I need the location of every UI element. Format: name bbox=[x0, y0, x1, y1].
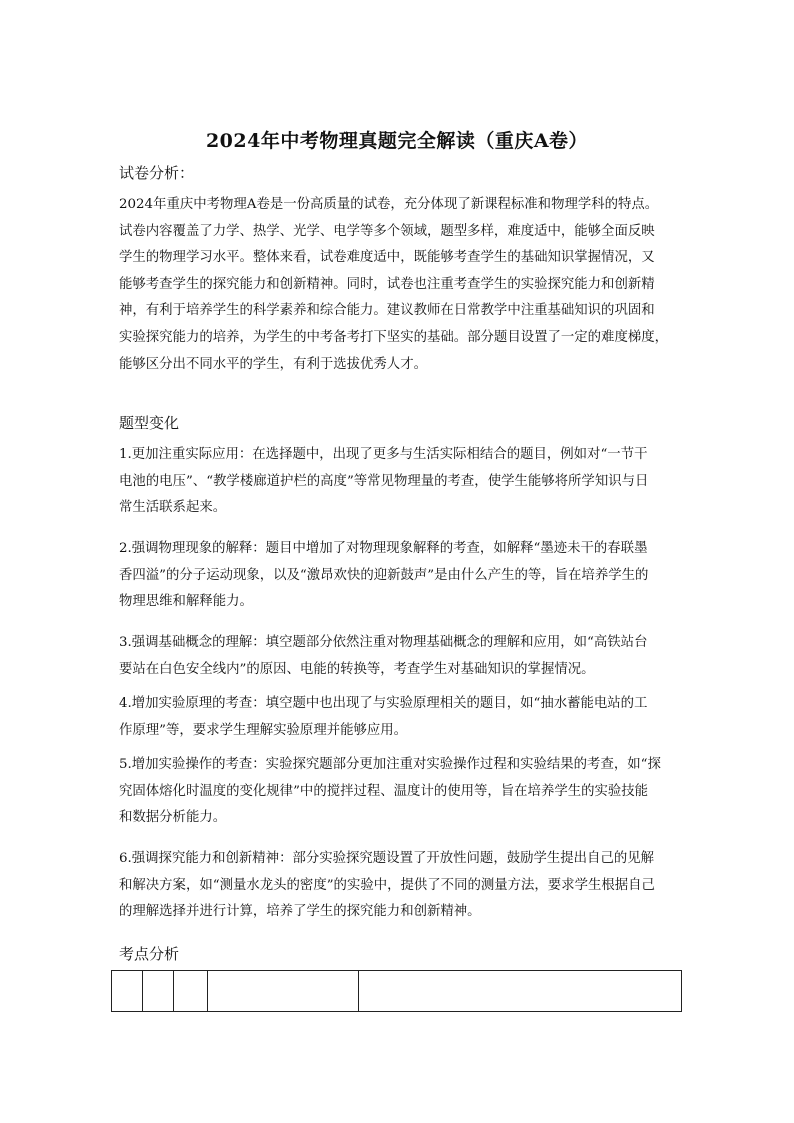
change-item-5 bbox=[119, 752, 685, 832]
table-cell bbox=[208, 971, 359, 1012]
paragraph-line: 6.强调探究能力和创新精神：部分实验探究题设置了开放性问题，鼓励学生提出自己的见解 bbox=[119, 851, 655, 866]
exam-points-table bbox=[111, 970, 682, 1012]
section-heading-question-types: 题型变化 bbox=[119, 414, 180, 432]
section-heading-analysis: 试卷分析： bbox=[119, 164, 195, 182]
table-cell bbox=[143, 971, 174, 1012]
analysis-paragraph bbox=[119, 192, 685, 378]
change-item-6 bbox=[119, 846, 685, 926]
table-cell bbox=[174, 971, 208, 1012]
section-heading-exam-points: 考点分析 bbox=[119, 945, 180, 963]
document-title: 2024年中考物理真题完全解读（重庆A卷） bbox=[205, 130, 589, 152]
paragraph-line: 常生活联系起来。 bbox=[119, 500, 227, 516]
paragraph-line: 的理解选择并进行计算，培养了学生的探究能力和创新精神。 bbox=[119, 904, 481, 920]
paragraph-line: 2024年重庆中考物理A卷是一份高质量的试卷，充分体现了新课程标准和物理学科的特点。 bbox=[119, 197, 659, 212]
paragraph-line: 能够考查学生的探究能力和创新精神。同时，试卷也注重考查学生的实验探究能力和创新精 bbox=[119, 276, 655, 292]
change-item-3 bbox=[119, 630, 685, 683]
paragraph-line: 2.强调物理现象的解释：题目中增加了对物理现象解释的考查，如解释“墨迹未干的春联墨 bbox=[119, 541, 648, 556]
paragraph-line: 3.强调基础概念的理解：填空题部分依然注重对物理基础概念的理解和应用，如“高铁站台 bbox=[119, 635, 648, 650]
table-row bbox=[112, 971, 682, 1012]
table-cell bbox=[112, 971, 143, 1012]
paragraph-line: 1.更加注重实际应用：在选择题中，出现了更多与生活实际相结合的题目，例如对“一节干 bbox=[119, 447, 648, 462]
change-item-1 bbox=[119, 442, 685, 522]
paragraph-line: 物理思维和解释能力。 bbox=[119, 594, 253, 610]
paragraph-line: 能够区分出不同水平的学生，有利于选拔优秀人才。 bbox=[119, 356, 427, 372]
paragraph-line: 香四溢”的分子运动现象，以及“激昂欢快的迎新鼓声”是由什么产生的等，旨在培养学生的 bbox=[119, 567, 649, 583]
paragraph-line: 5.增加实验操作的考查：实验探究题部分更加注重对实验操作过程和实验结果的考查，如“探 bbox=[119, 757, 661, 772]
paragraph-line: 学生的物理学习水平。整体来看，试卷难度适中，既能够考查学生的基础知识掌握情况，又 bbox=[119, 250, 655, 266]
paragraph-line: 要站在白色安全线内”的原因、电能的转换等，考查学生对基础知识的掌握情况。 bbox=[119, 661, 595, 677]
paragraph-line: 试卷内容覆盖了力学、热学、光学、电学等多个领域，题型多样，难度适中，能够全面反映 bbox=[119, 223, 655, 239]
paragraph-line: 和数据分析能力。 bbox=[119, 810, 227, 826]
change-item-2 bbox=[119, 536, 685, 616]
paragraph-line: 神，有利于培养学生的科学素养和综合能力。建议教师在日常教学中注重基础知识的巩固和 bbox=[119, 303, 655, 319]
paragraph-line: 实验探究能力的培养，为学生的中考备考打下坚实的基础。部分题目设置了一定的难度梯度， bbox=[119, 329, 669, 345]
paragraph-line: 和解决方案，如“测量水龙头的密度”的实验中，提供了不同的测量方法，要求学生根据自己 bbox=[119, 877, 655, 893]
change-item-4 bbox=[119, 691, 685, 744]
paragraph-line: 电池的电压”、“教学楼廊道护栏的高度”等常见物理量的考查，使学生能够将所学知识与日 bbox=[119, 473, 649, 489]
paragraph-line: 究固体熔化时温度的变化规律”中的搅拌过程、温度计的使用等，旨在培养学生的实验技能 bbox=[119, 783, 649, 799]
paragraph-line: 4.增加实验原理的考查：填空题中也出现了与实验原理相关的题目，如“抽水蓄能电站的工 bbox=[119, 696, 648, 711]
paragraph-line: 作原理”等，要求学生理解实验原理并能够应用。 bbox=[119, 722, 408, 738]
table-cell bbox=[359, 971, 682, 1012]
